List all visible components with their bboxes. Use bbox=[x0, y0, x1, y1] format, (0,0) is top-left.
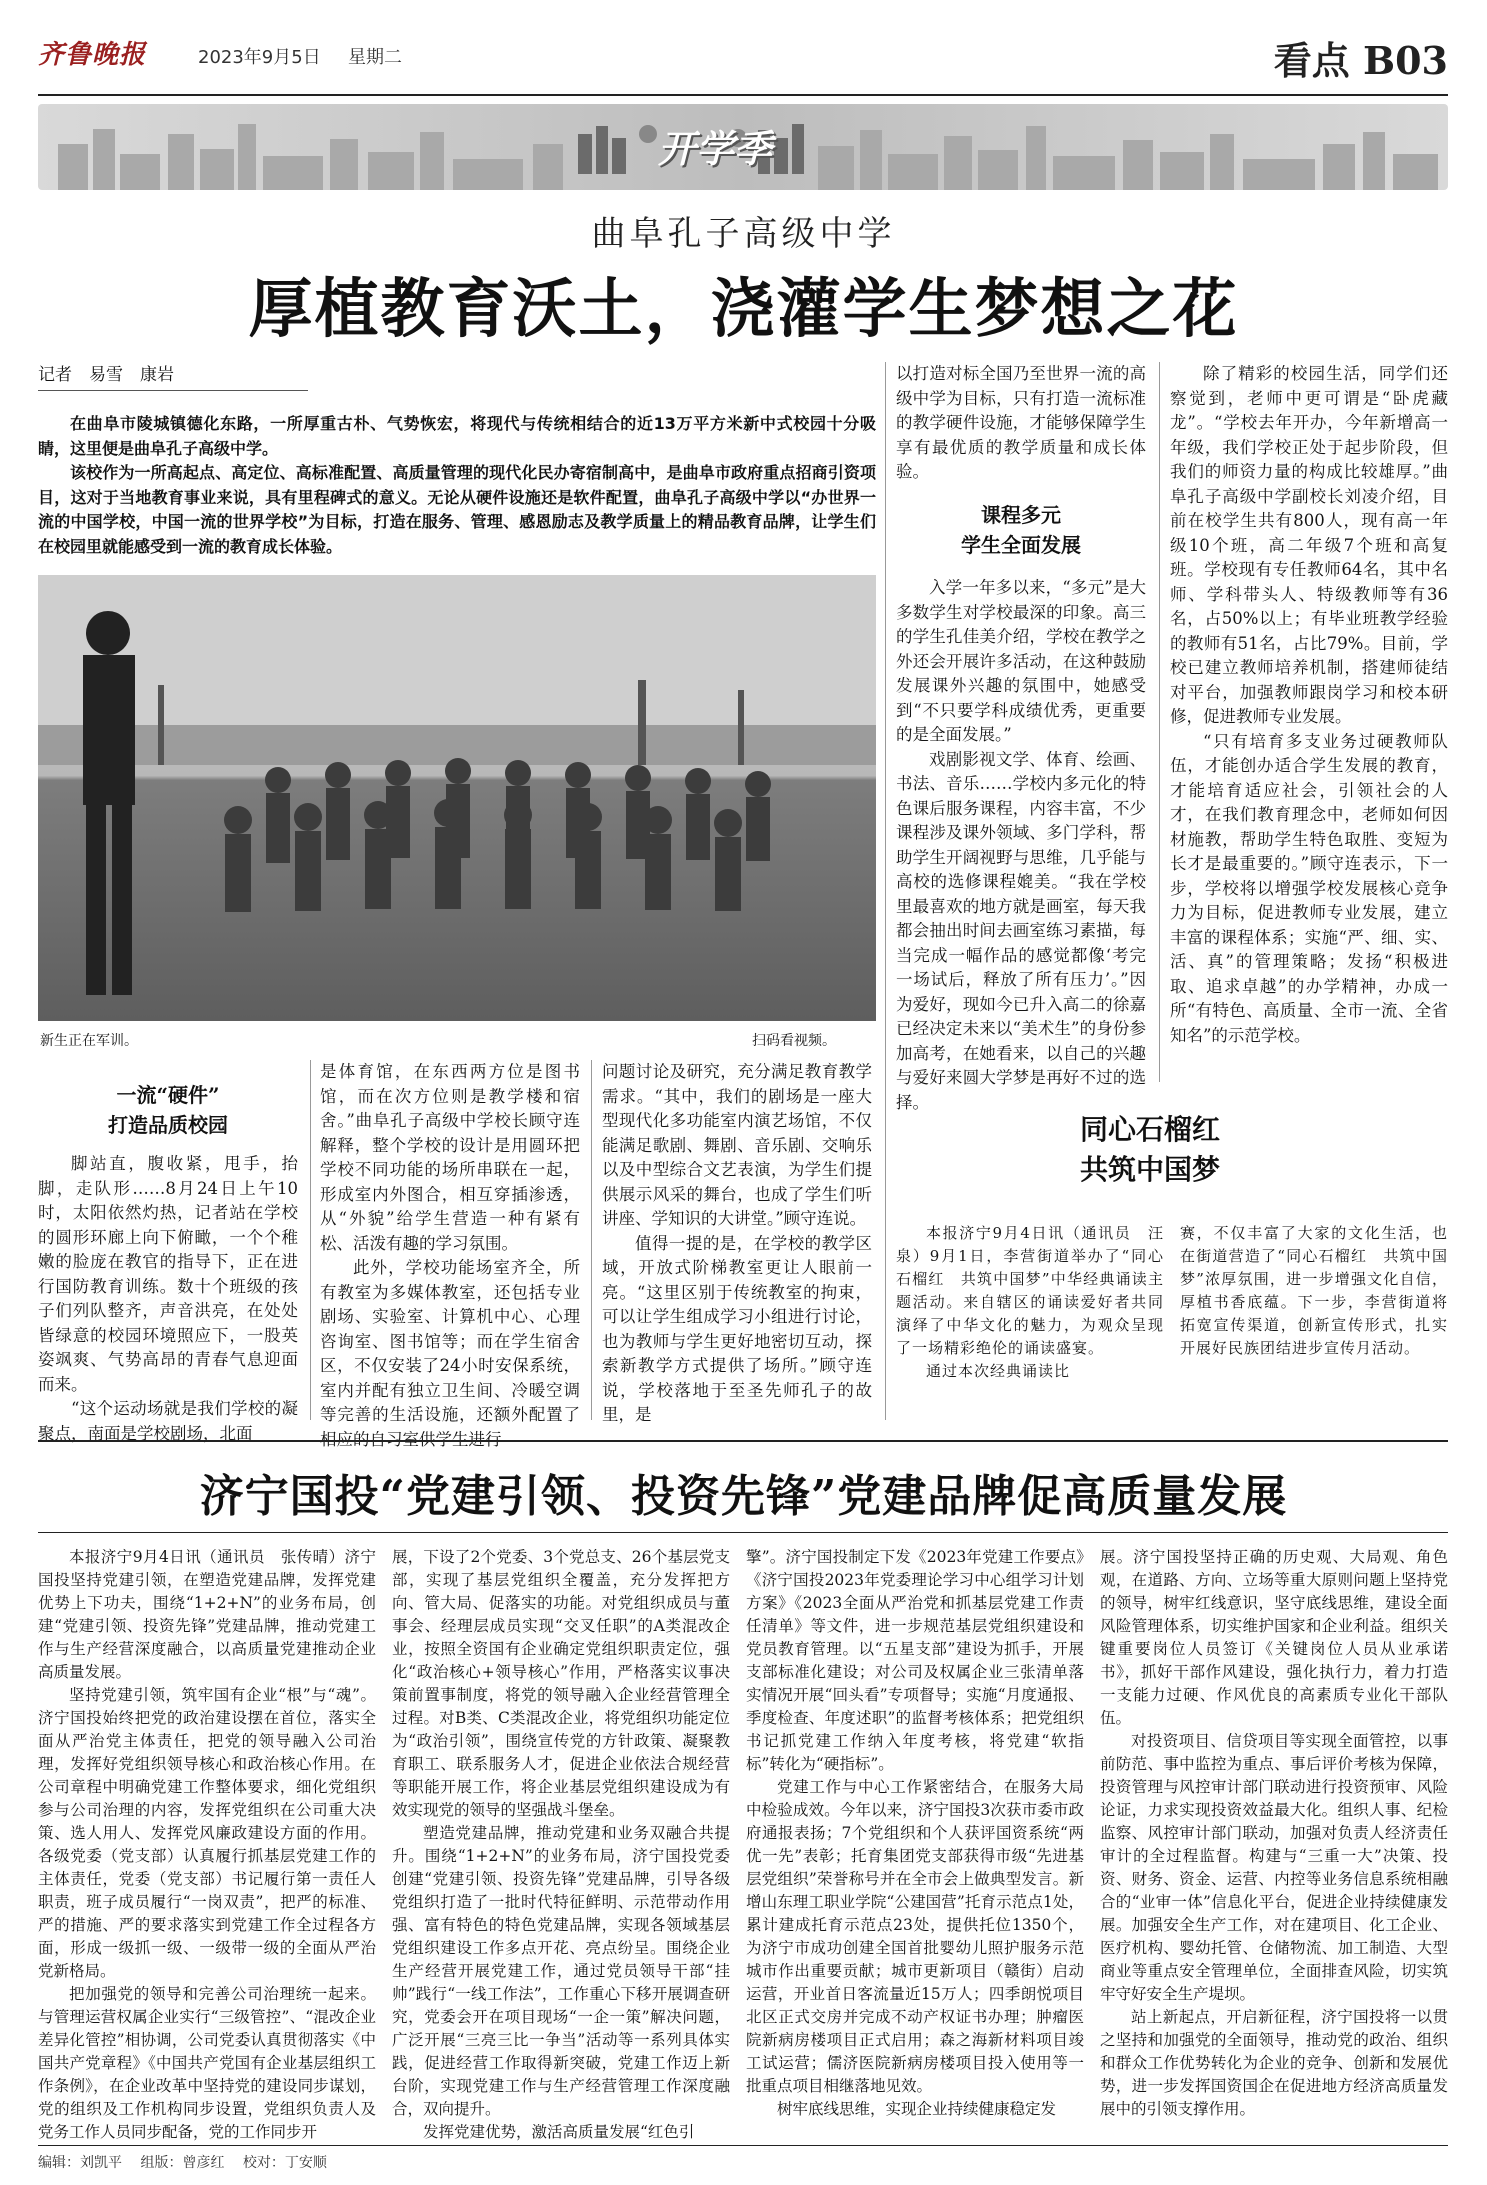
section1-title-line1: 一流“硬件” bbox=[116, 1083, 220, 1107]
military-training-photo bbox=[38, 575, 876, 1021]
article-intro bbox=[38, 412, 876, 559]
footer-divider bbox=[38, 2145, 1448, 2146]
issue-date: 2023年9月5日 bbox=[198, 47, 321, 68]
section2-body bbox=[896, 576, 1146, 1115]
footer-layout: 组版：曾彦红 bbox=[140, 2155, 225, 2171]
article2-paragraph: 本报济宁9月4日讯（通讯员 张传晴）济宁国投坚持党建引领，在塑造党建品牌，发挥党建优势上下功夫，围绕“1+2+N”的业务布局，创建“党建引领、投资先锋”党建品牌，推动党建工作与生产经营深度融合，以高质量党建推动企业高质量发展。 bbox=[38, 1548, 376, 1681]
newspaper-logo: 齐鲁晚报 bbox=[38, 40, 147, 70]
article-divider bbox=[38, 1440, 1448, 1442]
article1-lower-col3 bbox=[602, 1060, 872, 1428]
article-subheadline: 曲阜孔子高级中学 bbox=[591, 214, 896, 254]
qr-caption: 扫码看视频。 bbox=[752, 1033, 836, 1049]
article-paragraph: 以打造对标全国乃至世界一流的高级中学为目标，只有打造一流标准的教学硬件设施，才能够保障学生享有最优质的教学质量和成长体验。 bbox=[896, 364, 1146, 481]
article2-col4 bbox=[1100, 1546, 1448, 2121]
article-paragraph: 戏剧影视文学、体育、绘画、书法、音乐……学校内多元化的特色课后服务课程，内容丰富，不少课程涉及课外领域、多门学科，帮助学生开阔视野与思维，几乎能与高校的选修课程媲美。“我在学校里最喜欢的地方就是画室，每天我都会抽出时间去画室练习素描，每当完成一幅作品的感觉都像‘考完一场试后，释放了所有压力’。”因为爱好，现如今已升入高二的徐嘉已经决定未来以“美术生”的身份参加高考，在她看来，以自己的兴趣与爱好来圆大学梦是再好不过的选择。 bbox=[896, 749, 1146, 1112]
column-divider bbox=[885, 362, 886, 1420]
brief-heading bbox=[1000, 1110, 1300, 1190]
article1-lower-col1 bbox=[38, 1152, 298, 1446]
byline-divider bbox=[38, 390, 308, 391]
article-paragraph: “这个运动场就是我们学校的凝聚点，南面是学校剧场，北面 bbox=[38, 1399, 298, 1443]
article-paragraph: 入学一年多以来，“多元”是大多数学生对学校最深的印象。高三的学生孔佳美介绍，学校在教学之外还会开展许多活动，在这种鼓励发展课外兴趣的氛围中，她感受到“不只要学科成绩优秀，更重要的是全面发展。” bbox=[896, 578, 1146, 744]
section1-heading bbox=[38, 1080, 298, 1140]
article2-paragraph: 对投资项目、信贷项目等实现全面管控，以事前防范、事中监控为重点、事后评价考核为保障，投资管理与风控审计部门联动进行投资预审、风险论证，力求实现投资效益最大化。组织人事、纪检监察、风控审计部门联动，加强对负责人经济责任审计的全过程监督。构建与“三重一大”决策、投资、财务、资金、运营、内控等业务信息系统相融合的“业审一体”信息化平台，促进企业持续健康发展。加强安全生产工作，对在建项目、化工企业、医疗机构、婴幼托管、仓储物流、加工制造、大型商业等重点安全管理单位，全面排查风险，切实筑牢守好安全生产堤坝。 bbox=[1100, 1732, 1448, 2003]
article2-paragraph: 党建工作与中心工作紧密结合，在服务大局中检验成效。今年以来，济宁国投3次获市委市政府通报表扬；7个党组织和个人获评国资系统“两优一先”表彰；托育集团党支部获得市级“先进基层党组织”荣誉称号并在全市会上做典型发言。新增山东理工职业学院“公建国营”托育示范点1处，累计建成托育示范点23处，提供托位1350个，为济宁市成功创建全国首批婴幼儿照护服务示范城市作出重要贡献；城市更新项目（赣街）启动运营，开业首日客流量近15万人；四季朗悦项目北区正式交房并完成不动产权证书办理；肿瘤医院新病房楼项目正式启用；森之海新材料项目竣工试运营；儒济医院新病房楼项目投入使用等一批重点项目相继落地见效。 bbox=[746, 1778, 1084, 2095]
article2-paragraph: 展。济宁国投坚持正确的历史观、大局观、角色观，在道路、方向、立场等重大原则问题上坚持党的领导，树牢红线意识，坚守底线思维，建设全面风险管理体系，切实维护国家和企业利益。组织关键重要岗位人员签订《关键岗位人员从业承诺书》，抓好干部作风建设，强化执行力，着力打造一支能力过硬、作风优良的高素质专业化干部队伍。 bbox=[1100, 1548, 1448, 1727]
article2-paragraph: 擎”。济宁国投制定下发《2023年党建工作要点》《济宁国投2023年党委理论学习中心组学习计划方案》《2023全面从严治党和抓基层党建工作责任清单》等文件，进一步规范基层党组织建设和党员教育管理。以“五星支部”建设为抓手，开展支部标准化建设；对公司及权属企业三张清单落实情况开展“回头看”专项督导；实施“月度通报、季度检查、年度述职”的监督考核体系；把党组织书记抓党建工作纳入年度考核，将党建“软指标”转化为“硬指标”。 bbox=[746, 1548, 1084, 1773]
article-paragraph: “只有培育多支业务过硬教师队伍，才能创办适合学生发展的教育，才能培育适应社会，引领社会的人才，在我们教育理念中，老师如何因材施教，帮助学生特色取胜、变短为长才是最重要的。”顾守连表示，下一步，学校将以增强学校发展核心竞争力为目标，促进教师专业发展，建立丰富的课程体系；实施“严、细、实、活、真”的管理策略；发扬“积极进取、追求卓越”的办学精神，办成一所“有特色、高质量、全市一流、全省知名”的示范学校。 bbox=[1170, 731, 1448, 1045]
brief-title-line2: 共筑中国梦 bbox=[1079, 1153, 1220, 1186]
section2-title-line2: 学生全面发展 bbox=[961, 533, 1081, 557]
brief-paragraph: 本报济宁9月4日讯（通讯员 汪泉）9月1日，李营街道举办了“同心石榴红 共筑中国梦”中华经典诵读主题活动。来自辖区的诵读爱好者共同演绎了中华文化的魅力，为观众呈现了一场精彩绝伦的诵读盛宴。 bbox=[896, 1224, 1164, 1357]
brief-col1 bbox=[896, 1222, 1164, 1383]
article-paragraph: 问题讨论及研究，充分满足教育教学需求。“其中，我们的剧场是一座大型现代化多功能室内演艺场馆，不仅能满足歌剧、舞剧、音乐剧、交响乐以及中型综合文艺表演，为学生们提供展示风采的舞台，也成了学生们听讲座、学知识的大讲堂。”顾守连说。 bbox=[602, 1062, 872, 1228]
article2-paragraph: 展，下设了2个党委、3个党总支、26个基层党支部，实现了基层党组织全覆盖，充分发挥把方向、管大局、促落实的功能。对党组织成员与董事会、经理层成员实现“交叉任职”的A类混改企业，按照全资国有企业确定党组织职责定位，强化“政治核心+领导核心”作用，严格落实议事决策前置事制度，将党的领导融入企业经营管理全过程。对B类、C类混改企业，将党组织功能定位为“政治引领”，围绕宣传党的方针政策、凝聚教育职工、联系服务人才，促进企业依法合规经营等职能开展工作，将企业基层党组织建设成为有效实现党的领导的坚强战斗堡垒。 bbox=[392, 1548, 730, 1819]
article-paragraph: 除了精彩的校园生活，同学们还察觉到，老师中更可谓是“卧虎藏龙”。“学校去年开办，今年新增高一年级，我们学校正处于起步阶段，但我们的师资力量的构成比较雄厚。”曲阜孔子高级中学副校长刘凌介绍，目前在校学生共有800人，现有高一年级10个班，高二年级7个班和高复班。学校现有专任教师64名，其中名师、学科带头人、特级教师等有36名，占50%以上；有毕业班教学经验的教师有51名，占比79%。目前，学校已建立教师培养机制，搭建师徒结对平台，加强教师跟岗学习和校本研修，促进教师专业发展。 bbox=[1170, 364, 1448, 726]
intro-paragraph: 该校作为一所高起点、高定位、高标准配置、高质量管理的现代化民办寄宿制高中，是曲阜市政府重点招商引资项目，这对于当地教育事业来说，具有里程碑式的意义。无论从硬件设施还是软件配置，曲阜孔子高级中学以“办世界一流的中国学校，中国一流的世界学校”为目标，打造在服务、管理、感恩励志及教学质量上的精品教育品牌，让学生们在校园里就能感受到一流的教育成长体验。 bbox=[38, 463, 876, 556]
column-divider bbox=[1159, 362, 1160, 1082]
article2-paragraph: 把加强党的领导和完善公司治理统一起来。与管理运营权属企业实行“三级管控”、“混改企业差异化管控”相协调，公司党委认真贯彻落实《中国共产党章程》《中国共产党国有企业基层组织工作条例》，在企业改革中坚持党的建设同步谋划，党的组织及工作机构同步设置，党组织负责人及党务工作人员同步配备，党的工作同步开 bbox=[38, 1985, 376, 2141]
article2-col2 bbox=[392, 1546, 730, 2144]
brief-paragraph: 通过本次经典诵读比 bbox=[926, 1362, 1071, 1380]
brief-col2 bbox=[1180, 1222, 1448, 1360]
article-paragraph: 脚站直，腹收紧，甩手，抬脚，走队形……8月24日上午10时，太阳依然灼热，记者站在学校的圆形环廊上向下俯瞰，一个个稚嫩的脸庞在教官的指导下，正在进行国防教育训练。数十个班级的孩子们列队整齐，声音洪亮，在处处皆绿意的校园环境照应下，一股英姿飒爽、气势高昂的青春气息迎面而来。 bbox=[38, 1154, 298, 1394]
column-divider bbox=[591, 1060, 592, 1420]
article2-col3 bbox=[746, 1546, 1084, 2121]
section1-title-line2: 打造品质校园 bbox=[108, 1113, 228, 1137]
article1-lower-col2 bbox=[320, 1060, 580, 1452]
footer-editor: 编辑：刘凯平 bbox=[38, 2155, 122, 2171]
page-header bbox=[38, 30, 1448, 96]
headline-divider bbox=[38, 1532, 1448, 1533]
training-scene-illustration bbox=[38, 575, 876, 1021]
intro-paragraph: 在曲阜市陵城镇德化东路，一所厚重古朴、气势恢宏，将现代与传统相结合的近13万平方米新中式校园十分吸睛，这里便是曲阜孔子高级中学。 bbox=[38, 414, 876, 458]
page-label: 看点 B03 bbox=[1273, 38, 1448, 83]
photo-caption: 新生正在军训。 bbox=[40, 1033, 138, 1049]
article-byline: 记者 易雪 康岩 bbox=[38, 365, 174, 385]
section-banner bbox=[38, 104, 1448, 190]
section2-title-line1: 课程多元 bbox=[981, 503, 1061, 527]
article-headline: 厚植教育沃土，浇灌学生梦想之花 bbox=[248, 272, 1239, 347]
article2-paragraph: 站上新起点，开启新征程，济宁国投将一以贯之坚持和加强党的全面领导，推动党的政治、组织和群众工作优势转化为企业的竞争、创新和发展优势，进一步发挥国资国企在促进地方经济高质量发展中的引领支撑作用。 bbox=[1100, 2008, 1448, 2118]
section2-heading bbox=[896, 500, 1146, 560]
article2-headline: 济宁国投“党建引领、投资先锋”党建品牌促高质量发展 bbox=[199, 1471, 1288, 1522]
brief-paragraph: 赛，不仅丰富了大家的文化生活，也在街道营造了“同心石榴红 共筑中国梦”浓厚氛围，进一步增强文化自信，厚植书香底蕴。下一步，李营街道将拓宽宣传渠道，创新宣传形式，扎实开展好民族团结进步宣传月活动。 bbox=[1180, 1224, 1448, 1357]
footer-proof: 校对：丁安顺 bbox=[242, 2155, 327, 2171]
article2-col1 bbox=[38, 1546, 376, 2144]
column-divider bbox=[310, 1060, 311, 1420]
article-paragraph: 是体育馆，在东西两方位是图书馆，而在次方位则是教学楼和宿舍。”曲阜孔子高级中学校长顾守连解释，整个学校的设计是用圆环把学校不同功能的场所串联在一起，形成室内外图合，相互穿插渗透，从“外貌”给学生营造一种有紧有松、活泼有趣的学习氛围。 bbox=[320, 1062, 580, 1253]
article2-paragraph: 坚持党建引领，筑牢国有企业“根”与“魂”。济宁国投始终把党的政治建设摆在首位，落实全面从严治党主体责任，把党的领导融入公司治理，发挥好党组织领导核心和政治核心作用。在公司章程中明确党建工作整体要求，细化党组织参与公司治理的内容，发挥党组织在公司重大决策、选人用人、发挥党风廉政建设方面的作用。各级党委（党支部）认真履行抓基层党建工作的主体责任，党委（党支部）书记履行第一责任人职责，班子成员履行“一岗双责”，把严的标准、严的措施、严的要求落实到党建工作全过程各方面，形成一级抓一级、一级带一级的全面从严治党新格局。 bbox=[38, 1686, 376, 1980]
issue-weekday: 星期二 bbox=[348, 47, 402, 68]
article2-paragraph: 树牢底线思维，实现企业持续健康稳定发 bbox=[777, 2100, 1057, 2118]
article2-paragraph: 塑造党建品牌，推动党建和业务双融合共提升。围绕“1+2+N”的业务布局，济宁国投党委创建“党建引领、投资先锋”党建品牌，引导各级党组织打造了一批时代特征鲜明、示范带动作用强、富有特色的特色党建品牌，实现各领域基层党组织建设工作多点开花、亮点纷呈。围绕企业生产经营开展党建工作，通过党员领导干部“挂帅”践行“一线工作法”，工作重心下移开展调查研究，党委会开在项目现场“一企一策”解决问题，广泛开展“三亮三比一争当”活动等一系列具体实践，促进经营工作取得新突破，党建工作迈上新台阶，实现党建工作与生产经营管理工作深度融合，双向提升。 bbox=[392, 1824, 730, 2118]
article-paragraph: 值得一提的是，在学校的教学区域，开放式阶梯教室更让人眼前一亮。“这里区别于传统教室的拘束，可以让学生组成学习小组进行讨论，也为教师与学生更好地密切互动，探索新教学方式提供了场所。”顾守连说，学校落地于至圣先师孔子的故里，是 bbox=[602, 1233, 872, 1424]
article2-paragraph: 发挥党建优势，激活高质量发展“红色引 bbox=[423, 2123, 695, 2141]
banner-title: 开学季 bbox=[658, 127, 773, 171]
brief-title-line1: 同心石榴红 bbox=[1079, 1113, 1220, 1146]
article1-col3-upper bbox=[896, 362, 1146, 485]
page-footer bbox=[38, 2152, 327, 2172]
article1-col4 bbox=[1170, 362, 1448, 1048]
article-paragraph: 此外，学校功能场室齐全，所有教室为多媒体教室，还包括专业剧场、实验室、计算机中心、心理咨询室、图书馆等；而在学生宿舍区，不仅安装了24小时安保系统，室内并配有独立卫生间、冷暖空调等完善的生活设施，还额外配置了相应的自习室供学生进行 bbox=[320, 1258, 580, 1449]
